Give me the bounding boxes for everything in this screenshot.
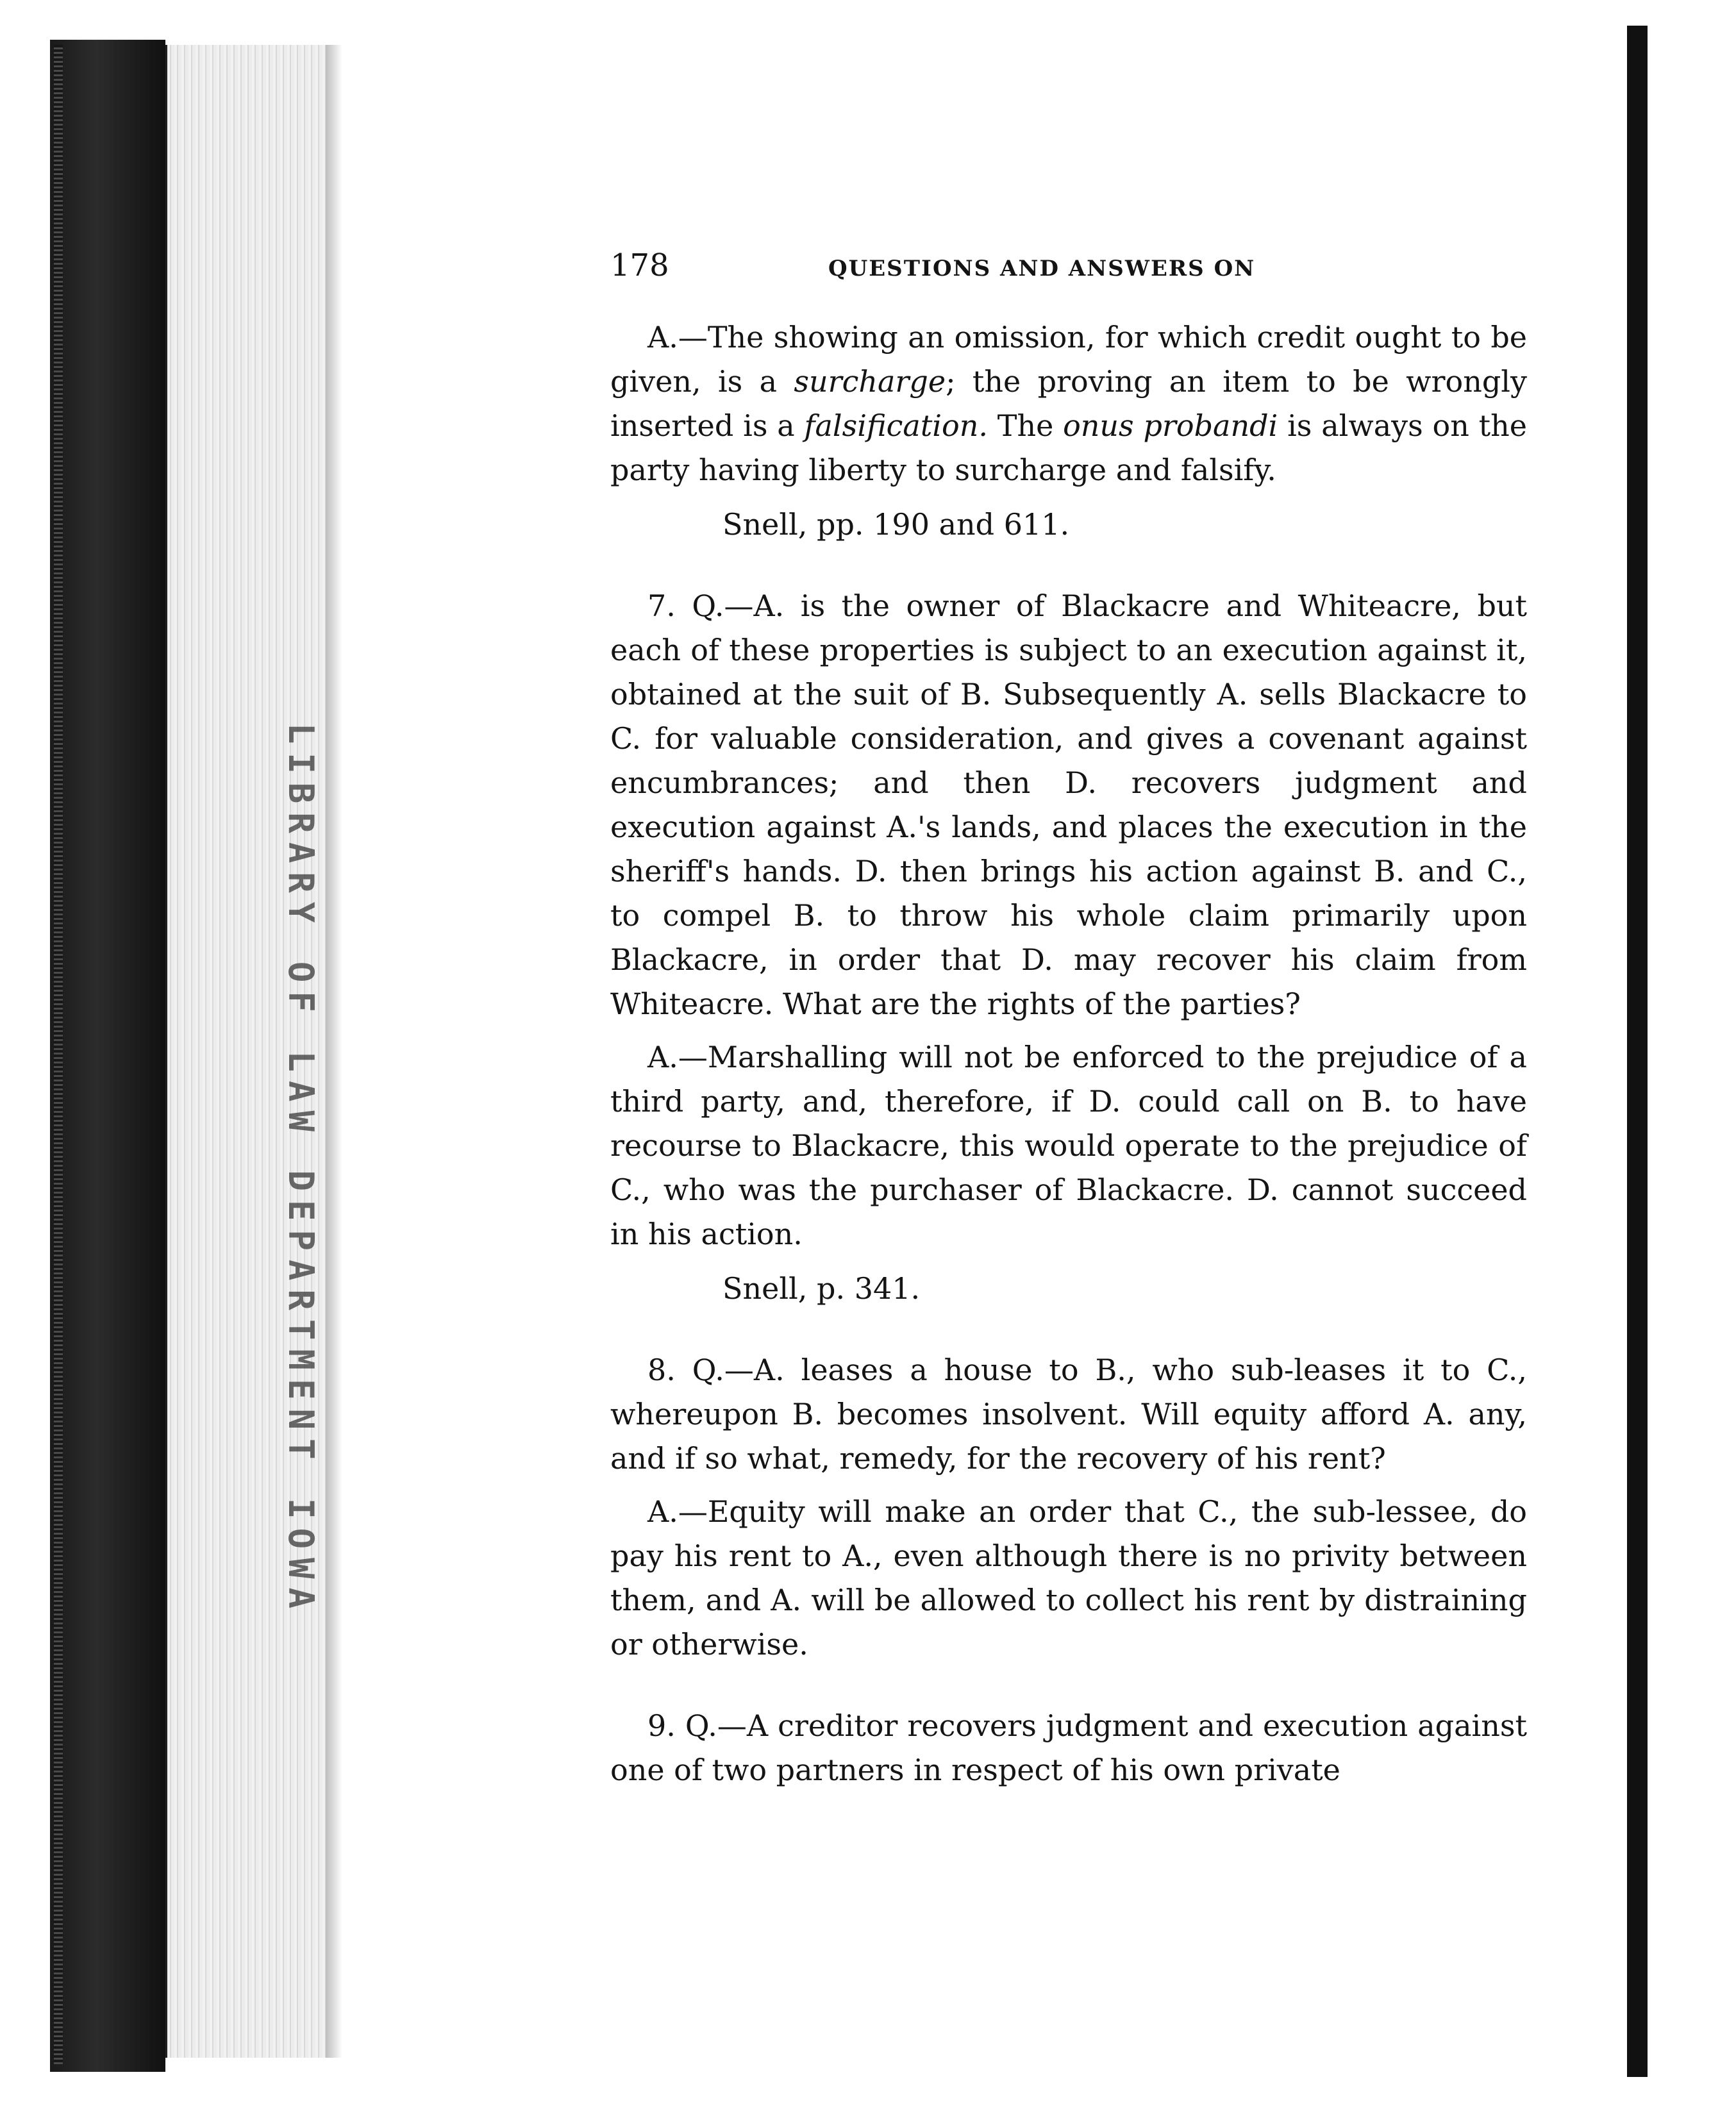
answer-7: A.—Marshalling will not be enforced to the prejudice of a third party, and, therefore, if D. could call on B. to have recourse to Blackacre, this would operate to the prejudice of C., who was the purchaser of Blackacre. D. cannot succeed in his action. (610, 1040, 1527, 1251)
library-stamp-text: LIBRARY OF LAW DEPARTMENT IOWA (281, 722, 322, 1617)
cover-texture (54, 45, 63, 2064)
scan-margin-right (1648, 0, 1736, 2118)
answer-6-text-2: ; the proving an item to be wrongly inserted is a (610, 364, 1527, 443)
book-cover (50, 40, 165, 2072)
citation-7: Snell, p. 341. (722, 1271, 921, 1306)
citation-6: Snell, pp. 190 and 611. (722, 507, 1070, 542)
answer-8: A.—Equity will make an order that C., the sub-lessee, do pay his rent to A., even although there is no privity between them, and A. will be allowed to collect his rent by distraining or otherwise. (610, 1494, 1527, 1662)
answer-6-text-4: is always on the party having liberty to surcharge and falsify. (610, 408, 1527, 487)
page-text (610, 244, 1527, 1792)
running-title: QUESTIONS AND ANSWERS ON (828, 256, 1256, 281)
answer-6-text-1: A.—The showing an omission, for which credit ought to be given, is a (610, 320, 1527, 399)
page-number: 178 (610, 247, 669, 283)
answer-6-term-surcharge: surcharge (794, 364, 946, 399)
answer-6-term-onus: onus probandi (1063, 408, 1278, 443)
answer-6 (610, 315, 1527, 492)
running-head (610, 244, 1527, 291)
answer-6-text-3: The (987, 408, 1064, 443)
facing-page-edge (1627, 26, 1648, 2077)
answer-6-term-falsification: falsification. (804, 408, 988, 443)
question-9: 9. Q.—A creditor recovers judgment and execution against one of two partners in respect of his own private (610, 1708, 1527, 1787)
question-8: 8. Q.—A. leases a house to B., who sub-leases it to C., whereupon B. becomes insolvent. Will equity afford A. any, and if so what, remedy, for the recovery of his rent? (610, 1353, 1527, 1476)
question-7: 7. Q.—A. is the owner of Blackacre and Whiteacre, but each of these properties is subject to an execution against it, obtained at the suit of B. Subsequently A. sells Blackacre to C. for valuable consideration, and gives a covenant against encumbrances; and then D. recovers judgment and execution against A.'s lands, and places the execution in the sheriff's hands. D. then brings his action against B. and C., to compel B. to throw his whole claim primarily upon Blackacre, in order that D. may recover his claim from Whiteacre. What are the rights of the parties? (610, 588, 1527, 1021)
gutter-shadow (326, 45, 342, 2058)
